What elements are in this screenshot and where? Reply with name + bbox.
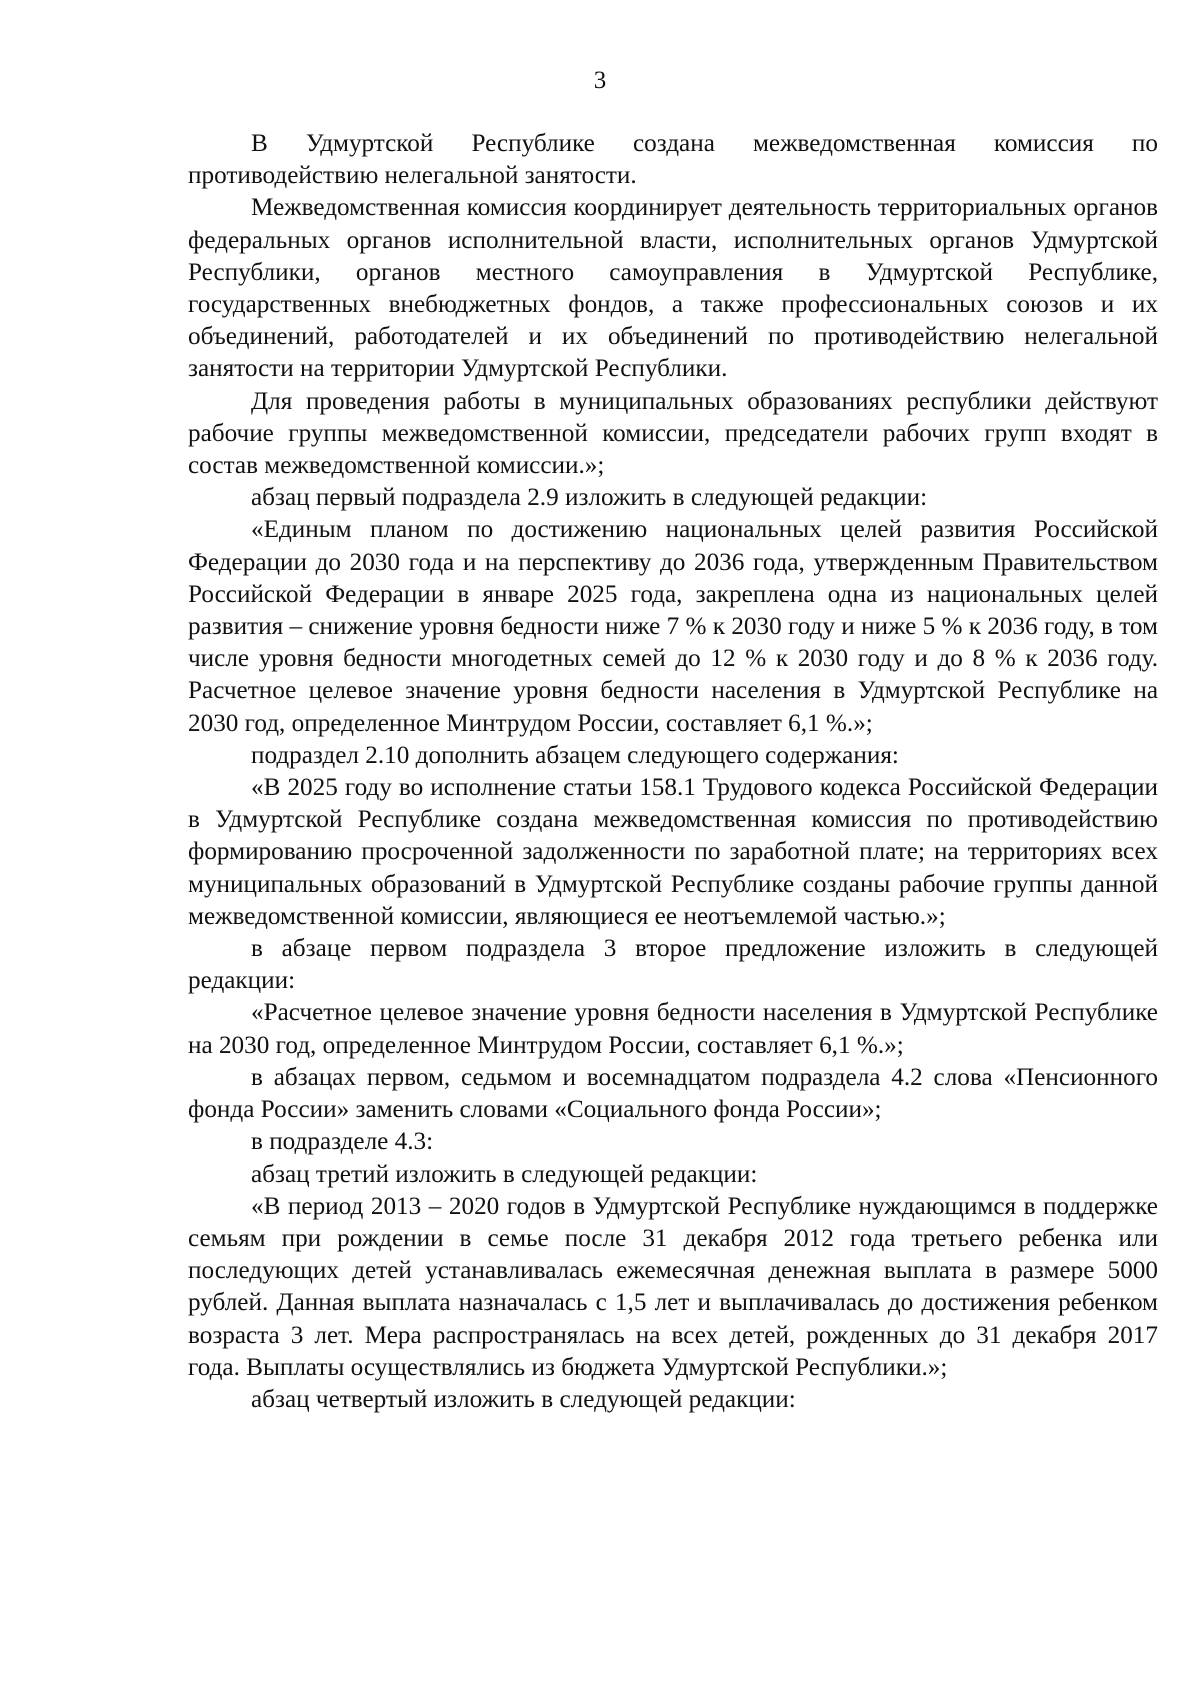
paragraph: абзац четвертый изложить в следующей редакции: (251, 1385, 796, 1413)
paragraph: Межведомственная комиссия координирует деятельность территориальных органов федеральных органов исполнительной власти, исполнительных органов Удмуртской Республики, органов местного самоуправления в Удмуртской Республике, государственных внебюджетных фондов, а также профессиональных союзов и их объединений, работодателей и их объединений по противодействию нелегальной занятости на территории Удмуртской Республики. (188, 194, 1158, 383)
paragraph: подраздел 2.10 дополнить абзацем следующего содержания: (251, 741, 899, 769)
paragraph: абзац первый подраздела 2.9 изложить в следующей редакции: (251, 484, 928, 512)
paragraph: «В 2025 году во исполнение статьи 158.1 Трудового кодекса Российской Федерации в Удмуртской Республике создана межведомственная комиссия по противодействию формированию просроченной задолженности по заработной плате; на территориях всех муниципальных образований в Удмуртской Республике созданы рабочие группы данной межведомственной комиссии, являющиеся ее неотъемлемой частью.»; (188, 774, 1158, 930)
paragraph: Для проведения работы в муниципальных образованиях республики действуют рабочие группы межведомственной комиссии, председатели рабочих групп входят в состав межведомственной комиссии.»; (188, 387, 1158, 480)
paragraph: «Расчетное целевое значение уровня бедности населения в Удмуртской Республике на 2030 год, определенное Минтрудом России, составляет 6,1 %.»; (188, 999, 1158, 1059)
paragraph: «В период 2013 – 2020 годов в Удмуртской Республике нуждающимся в поддержке семьям при рождении в семье после 31 декабря 2012 года третьего ребенка или последующих детей устанавливалась ежемесячная денежная выплата в размере 5000 рублей. Данная выплата назначалась с 1,5 лет и выплачивалась до достижения ребенком возраста 3 лет. Мера распространялась на всех детей, рожденных до 31 декабря 2017 года. Выплаты осуществлялись из бюджета Удмуртской Республики.»; (188, 1192, 1158, 1381)
document-body (188, 128, 1158, 1416)
page-number: 3 (593, 67, 607, 94)
paragraph: в абзаце первом подраздела 3 второе предложение изложить в следующей редакции: (188, 935, 1158, 995)
paragraph: в подразделе 4.3: (251, 1128, 434, 1156)
paragraph: в абзацах первом, седьмом и восемнадцатом подраздела 4.2 слова «Пенсионного фонда России» заменить словами «Социального фонда России»; (188, 1063, 1158, 1124)
paragraph: В Удмуртской Республике создана межведомственная комиссия по противодействию нелегальной занятости. (188, 130, 1158, 190)
paragraph: «Единым планом по достижению национальных целей развития Российской Федерации до 2030 года и на перспективу до 2036 года, утвержденным Правительством Российской Федерации в январе 2025 года, закреплена одна из национальных целей развития – снижение уровня бедности ниже 7 % к 2030 году и ниже 5 % к 2036 году, в том числе уровня бедности многодетных семей до 12 % к 2030 году и до 8 % к 2036 году. Расчетное целевое значение уровня бедности населения в Удмуртской Республике на 2030 год, определенное Минтрудом России, составляет 6,1 %.»; (188, 516, 1158, 737)
paragraph: абзац третий изложить в следующей редакции: (251, 1160, 758, 1188)
